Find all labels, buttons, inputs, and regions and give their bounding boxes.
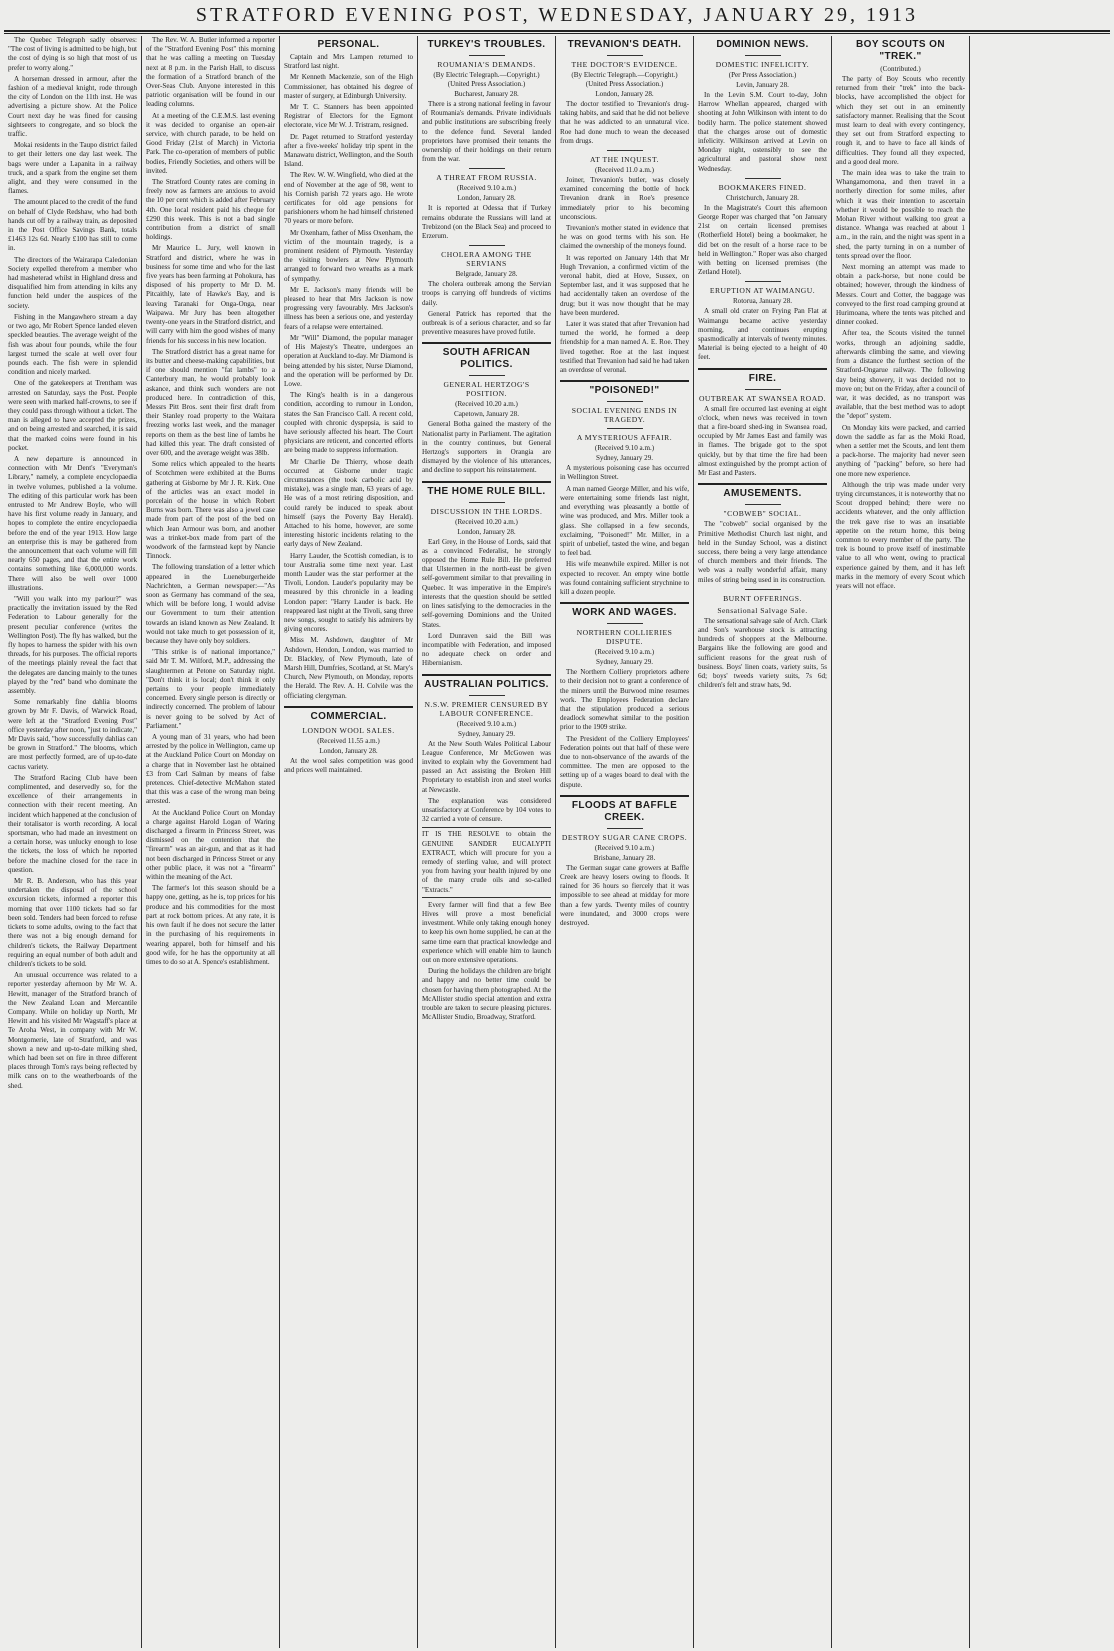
section-heading: COMMERCIAL. (310, 710, 387, 722)
article-paragraph: The following translation of a letter which appeared in the Lueneburgerheide Nachrichten, a German newspaper:—"As soon as Germany has command of the sea, which will be before long, I would advise our Government to turn their attention towards an island known as New Zealand. It would not take much to get possession of it, because they have only boy soldiers. (146, 563, 275, 645)
subheading: Sensational Salvage Sale. (717, 605, 808, 615)
dateline: (Received 9.10 a.m.) (594, 648, 655, 657)
article-paragraph: An unusual occurrence was related to a reporter yesterday afternoon by Mr W. A. Hewitt, manager of the Stratford branch of the New Zealand Loan and Mercantile Company. While on holiday up North, Mr Hewitt and his visited Mr Wagstaff's place at Te Aroha West, in company with Mr W. Montgomerie, late of Stratford, and was shown a new and up-to-date milking shed, which had been set on fire in three different places through Tom's rays being reflected by milk cans on to the weatherboards of the shed. (8, 971, 137, 1090)
dateline: (Received 9.10 a.m.) (594, 444, 655, 453)
column-6 (694, 36, 832, 1648)
dateline: Belgrade, January 28. (455, 270, 518, 279)
section-heading: FIRE. (748, 372, 777, 384)
article-paragraph: Lord Dunraven said the Bill was incompatible with Federation, and imposed no adequate check on order and Hibernianism. (422, 631, 551, 668)
separator-rule (745, 589, 781, 590)
article-paragraph: A small old crater on Frying Pan Flat at Waimangu became active yesterday morning, and continues erupting spasmodically at intervals of twenty minutes. Material is being ejected to a height of 40 feet. (698, 307, 827, 362)
article-paragraph: A young man of 31 years, who had been arrested by the police in Wellington, came up at the Auckland Police Court on Monday on a charge that in November last he obtained £3 from Carl Salman by means of false pretences. Chief-detective McMahon stated that this was a case of the wrong man being arrested. (146, 733, 275, 806)
article-paragraph: The Rev. W. W. Wingfield, who died at the end of November at the age of 98, went to his Cornish parish 72 years ago. He wrote certificates for old age pensions for parishioners whom he had himself christened 70 years or more before. (284, 171, 413, 226)
section-rule (284, 706, 413, 708)
article-paragraph: The Stratford Racing Club have been complimented, and deservedly so, for the excellence of their arrangements in connection with their recent meeting. An incident which happened at the conclusion of their totalisator is worth recording. A local sportsman, who had made an investment on a certain horse, was unlucky enough to lose the tickets, the loss of which he reported before the machine closed for the race in question. (8, 773, 137, 874)
section-rule (560, 602, 689, 604)
article-paragraph: It is reported at Odessa that if Turkey remains obdurate the Russians will land at Trebizond (on the Black Sea) and proceed to Erzerum. (422, 204, 551, 241)
column-1 (4, 36, 142, 1648)
article-paragraph: Captain and Mrs Lampen returned to Stratford last night. (284, 53, 413, 71)
article-paragraph: Joiner, Trevanion's butler, was closely examined concerning the bottle of hock Trevanion drank in Roe's presence immediately prior to his becoming unconscious. (560, 176, 689, 221)
masthead-title: STRATFORD EVENING POST, WEDNESDAY, JANUARY 29, 1913 (195, 4, 919, 26)
article-paragraph: The party of Boy Scouts who recently returned from their "trek" into the back-blocks, have accomplished the object for which they set out in an eminently satisfactory manner. Realising that the Scout must learn to deal with every contingency, they set out from Stratford expecting to rough it, and to have to face all kinds of difficulties. They found all they expected, and a good deal more. (836, 75, 965, 166)
article-paragraph: Mokai residents in the Taupo district failed to get their letters one day last week. The bags were under a Lapanita in a railway truck, and a spark from the engine set them alight, and they were consumed in the flames. (8, 141, 137, 196)
section-rule (560, 795, 689, 797)
article-paragraph: Some remarkably fine dahlia blooms grown by Mr F. Davis, of Warwick Road, were left at the "Stratford Evening Post" office yesterday after noon, "just to indicate," Mr Davis said, "how successfully dahlias can be grown in Stratford." The blooms, which are most perfectly formed, are of up-to-date cactus variety. (8, 698, 137, 771)
article-paragraph: A mysterious poisoning case has occurred in Wellington Street. (560, 464, 689, 482)
dateline: London, January 28. (457, 194, 516, 203)
section-heading: THE HOME RULE BILL. (427, 485, 546, 497)
separator-rule (607, 623, 643, 624)
article-paragraph: Earl Grey, in the House of Lords, said that as a convinced Federalist, he strongly opposed the Home Rule Bill. He preferred that Ulstermen in the north-east be given self-government similar to that prevailing in Quebec. It was imperative in the Empire's interests that the question should be settled on lines satisfying to the democracies in the self-governing Dominions and the United States. (422, 537, 551, 629)
article-paragraph: At the New South Wales Political Labour League Conference, Mr McGowen was invited to explain why the Government had passed an Act assisting the Broken Hill Proprietary to establish iron and steel works at Newcastle. (422, 739, 551, 794)
article-paragraph: The directors of the Wairarapa Caledonian Society expelled therefrom a member who had masheterad whilst in Highland dress and disqualified him from attending in kilts any function held under the auspices of the society. (8, 255, 137, 310)
article-paragraph: A man named George Miller, and his wife, were entertaining some friends last night, and everything was pleasantly a bottle of wine was produced, and Mrs. Miller took a glass. She collapsed in a few seconds, exclaiming, "Poisoned!" Mr. Miller, in a spirit of unbelief, tasted the wine, and began to feel bad. (560, 484, 689, 558)
dateline: (Received 11.55 a.m.) (317, 736, 380, 745)
article-paragraph: Trevanion's mother stated in evidence that he was on good terms with his son. He claimed the ownership of the moneys found. (560, 224, 689, 251)
dateline: Sydney, January 29. (595, 454, 654, 463)
article-paragraph: Mr Kenneth Mackenzie, son of the High Commissioner, has obtained his degree of master of surgery, at Edinburgh University. (284, 73, 413, 100)
separator-rule (607, 150, 643, 151)
subheading: LONDON WOOL SALES. (302, 725, 395, 735)
section-rule (422, 481, 551, 483)
article-paragraph: The sensational salvage sale of Arch. Clark and Son's warehouse stock is attracting hundreds of shoppers at the Melbourne. Bargains like the following are good and sufficient reasons for the great rush of business. Boys' linen coats, variety suits, 5s 6d; boys' tweeds variety suits, 7s 6d; children's felt and straw hats, 9d. (698, 616, 827, 690)
dateline: (Per Press Association.) (728, 71, 797, 79)
dateline: (Received 9.10 a.m.) (456, 719, 517, 728)
article-paragraph: One of the gatekeepers at Trentham was arrested on Saturday, says the Post. People were seen with marked half-crowns, to see if they could pass through without a ticket. The man is alleged to have accepted the prizes, and on being arrested and searched, it is said that the marked coins were found in his pocket. (8, 379, 137, 452)
column-3 (280, 36, 418, 1648)
section-heading: AMUSEMENTS. (723, 488, 802, 500)
section-heading: "POISONED!" (589, 385, 660, 397)
column-4 (418, 36, 556, 1648)
dateline: Capetown, January 28. (453, 410, 519, 419)
dateline: London, January 28. (457, 527, 516, 536)
section-rule (422, 342, 551, 344)
masthead-rule (4, 30, 1110, 32)
dateline: (Received 9.10 a.m.) (594, 843, 655, 852)
section-heading: SOUTH AFRICAN POLITICS. (442, 347, 531, 371)
article-paragraph: Miss M. Ashdown, daughter of Mr Ashdown, Hendon, London, was married to Dr. Blackley, of New Plymouth, late of Marsh Hill, Dumfries, Scotland, at St. Mary's Church, New Plymouth, on Monday, reports the Herald. The Rev. A. H. Colvile was the officiating clergyman. (284, 636, 413, 700)
section-heading: PERSONAL. (317, 39, 380, 50)
article-paragraph: Mr Charlie De Thierry, whose death occurred at Gisborne under tragic circumstances (the took carbolic acid by mistake), was a single man, 63 years of age. He was of a most retiring disposition, and could rarely be induced to speak about himself (says the Poverty Bay Herald). Attached to his home, however, are some interesting historic incidents relating to the early days of New Zealand. (284, 457, 413, 549)
subheading: NORTHERN COLLIERIES DISPUTE. (576, 628, 673, 647)
separator-rule (469, 375, 505, 376)
dateline: (Received 10.20 a.m.) (455, 517, 518, 526)
article-paragraph: The President of the Colliery Employees' Federation points out that half of these were due to non-observance of the awards of the committee. The men are opposed to the setting up of a wages board to deal with the dispute. (560, 734, 689, 789)
separator-rule (745, 389, 781, 390)
separator-rule (607, 428, 643, 429)
separator-rule (469, 168, 505, 169)
dateline: (Received 9.10 a.m.) (456, 184, 517, 193)
article-paragraph: The amount placed to the credit of the fund on behalf of Clyde Redshaw, who had both hands cut off by a railway train, as deposited in the Post Office Savings Bank, totals £1463 12s 6d. Nearly £100 has still to come in. (8, 198, 137, 253)
dateline: (Contributed.) (880, 65, 921, 73)
article-paragraph: The explanation was considered unsatisfactory at Conference by 104 votes to 32 carried a vote of censure. (422, 796, 551, 824)
article-paragraph: Some relics which appealed to the hearts of Scotchmen were exhibited at the Burns gathering at Gisborne by Mr J. R. Kirk. One of the articles was an exact model in porcelain of the house in which Robert Burns was born. There was also a jewel case made from part of the post of the bed on which Jean Armour was born, and another was a trinket-box made from part of the woodwork of the farmstead kept by Nancie Tinnock. (146, 460, 275, 561)
section-heading: BOY SCOUTS ON "TREK." (856, 39, 945, 62)
dateline: Rotorua, January 28. (732, 297, 793, 306)
article-paragraph: The main idea was to take the train to Whangamomona, and then travel in a northerly direction for some miles, after which it was their intention to ascertain whether it would be possible to reach the Mohan River without walking too great a distance. Whanga was reached at about 1 a.m., in the rain, and the night was spent in a shed, the party turning in on a number of tents spread over the floor. (836, 169, 965, 260)
section-heading: FLOODS AT BAFFLE CREEK. (571, 799, 678, 823)
article-paragraph: The Stratford County rates are coming in freely now as farmers are anxious to avoid the 10 per cent which is added after February 4th. One local resident paid his cheque for £290 this week. This is not a bad single contribution from a district of small holdings. (146, 178, 275, 242)
article-paragraph: The King's health is in a dangerous condition, according to rumour in London, states the San Francisco Call. A recent cold, coupled with chronic dyspepsia, is said to have seriously affected his heart. The Court physicians are reticent, and concerted efforts are being made to suppress information. (284, 391, 413, 455)
article-paragraph: Although the trip was made under very trying circumstances, it is noteworthy that no Scout dropped behind; there were no accidents whatever, and the only affliction the trek gave rise to was an insatiable appetite on the return home, this being common to every member of the party. The trek is bound to prove itself of inestimable value to all who went, owing to practical experience gained by them, and it has left marks in the memory of every Scout which years will not efface. (836, 480, 965, 590)
dateline: Bucharest, January 28. (454, 90, 519, 98)
article-paragraph: Mr E. Jackson's many friends will be pleased to hear that Mrs Jackson is now progressing very favourably. Mrs Jackson's illness has been a serious one, and yesterday fears of a relapse were entertained. (284, 285, 413, 331)
article-paragraph: After tea, the Scouts visited the tunnel works, through an adjoining saddle, afterwards climbing the same, and viewing from a distance the furthest section of the Stratford-Ongarue railway. The following day being showery, it was decided not to move on; but on the Friday, after a council of war, it was decided, as no transport was available, that the best method was to adopt the "depot" system. (836, 329, 965, 421)
article-paragraph: "Will you walk into my parlour?" was practically the invitation issued by the Red Federation to Labour generally for the present peculiar conference (writes the Wellington Post). The fly has walked, but the fly hopes to harness the spider with his own threads, for his purposes. The official reports of the meetings plainly reveal the fact that the delegates are dancing mainly to the tunes played by the "red" band who dominate the assembly. (8, 594, 137, 696)
article-paragraph: At a meeting of the C.E.M.S. last evening it was decided to organise an open-air service, with church parade, to be held on Good Friday (21st of March) in Victoria Park. The co-operation of members of public bodies, Friendly Societies, and others will be invited. (146, 111, 275, 175)
subheading: ROUMANIA'S DEMANDS. (437, 60, 536, 69)
article-paragraph: The cholera outbreak among the Servian troops is carrying off hundreds of victims daily. (422, 280, 551, 307)
separator-rule (607, 828, 643, 829)
subheading: CHOLERA AMONG THE SERVIANS (441, 250, 532, 269)
subheading: DISCUSSION IN THE LORDS. (430, 506, 543, 516)
article-paragraph: The doctor testified to Trevanion's drug-taking habits, and said that he did not believe that he was addicted to an unnatural vice. Roe had done much to wean the deceased from drugs. (560, 100, 689, 145)
subheading: DESTROY SUGAR CANE CROPS. (561, 832, 688, 842)
subheading: BURNT OFFERINGS. (723, 593, 802, 603)
article-paragraph: Mr Maurice L. Jury, well known in Stratford and district, where he was in business for some time and who for the last five years has been farming at Pohokura, has disposed of his property to Mr D. M. Pitcaithly, late of Hawke's Bay, and is leaving Taranaki for Onga-Onga, near Waipawa. Mr Jury has been altogether twenty-one years in the Stratford district, and will carry with him the good wishes of many friends for his success in his new location. (146, 244, 275, 345)
dateline: Sydney, January 29. (457, 729, 516, 738)
article-paragraph: Fishing in the Mangawhero stream a day or two ago, Mr Robert Spence landed eleven speckled beauties. The average weight of the fish was about four pounds, while the four largest turned the scale at well over four pounds each. The fish were in splendid condition and nicely marked. (8, 312, 137, 377)
section-rule (422, 674, 551, 676)
column-5 (556, 36, 694, 1648)
article-paragraph: The Rev. W. A. Butler informed a reporter of the "Stratford Evening Post" this morning that he was calling a meeting on Tuesday next at 8 p.m. in the Parish Hall, to discuss the formation of a Stratford branch of the Over-Seas Club. Anyone interested in this patriotic organisation will be found in our leading columns. (146, 36, 275, 109)
article-paragraph: The "cobweb" social organised by the Primitive Methodist Church last night, and held in the Sunday School, was a distinct success, there being a very large attendance of church members and their friends. The web was a really wonderful affair, many miles of string being used in its construction. (698, 520, 827, 584)
article-paragraph: In the Magistrate's Court this afternoon George Roper was charged that "on January 21st on certain licensed premises (Rotherfield Hotel) being a bookmaker, he did bet on the result of a horse race to be held in Wellington." Roper was also charged with betting on licensed premises (the Zetland Hotel). (698, 203, 827, 277)
article-paragraph: At the Auckland Police Court on Monday a charge against Harold Logan of Waring discharged a firearm in Princess Street, was dismissed on the contention that the "firearm" was an air-gun, and that as it had not been discharged in Princess Street or any other public place, it was not a "firearm" within the meaning of the Act. (146, 808, 275, 882)
article-paragraph: The farmer's lot this season should be a happy one, getting, as he is, top prices for his produce and his commodities for the most part at rock bottom prices. At any rate, it is his own fault if he does not secure the latter in the purchasing of his requirements in wearing apparel, both for himself and his good wife, for he has the opportunity at all times to do so at A. Spence's establishment. (146, 884, 275, 966)
section-heading: AUSTRALIAN POLITICS. (424, 678, 549, 690)
article-paragraph: The Quebec Telegraph sadly observes: "The cost of living is admitted to be high, but the cost of dying is so high that most of us prefer to worry along." (8, 36, 137, 72)
article-paragraph: On Monday kits were packed, and carried down the saddle as far as the Moki Road, when a settler met the Scouts, and lent them a pack-horse. The majority had never seen anything of "packing" before, so here had one more new experience. (836, 423, 965, 478)
article-paragraph: The German sugar cane growers at Baffle Creek are heavy losers owing to floods. It rained for 36 hours so fiercely that it was impossible to see ahead at midday for more than a few yards. Twenty miles of country were inundated, and 3000 crops were destroyed. (560, 863, 689, 927)
separator-rule (607, 55, 643, 56)
article-paragraph: In the Levin S.M. Court to-day, John Harrow Whellan appeared, charged with shooting at John Wilkinson with intent to do bodily harm. The police statement showed that the charges arose out of domestic infelicity. Wilkinson arrived at Levin on Monday night, ostensibly to see the agricultural and pastoral show next Wednesday. (698, 91, 827, 173)
dateline: (Received 10.20 a.m.) (455, 400, 518, 409)
subheading: BOOKMAKERS FINED. (718, 182, 807, 192)
article-paragraph: Harry Lauder, the Scottish comedian, is to tour Australia some time next year. Last month Lauder was the star performer at the Tivoli, London. Lauder's popularity may be measured by this chronicle in a leading London paper: "Harry Lauder is back. He reappeared last night at the Tivoli, sang three new songs, sought to satisfy his admirers by giving encores. (284, 551, 413, 634)
columns-container (4, 36, 1110, 1648)
article-paragraph: A horseman dressed in armour, after the fashion of a medieval knight, rode through the city of London on the 11th inst. He was advertising a picture show. At the Police Court next day he was fined for causing sightseers to congregate, and so block the traffic. (8, 74, 137, 139)
subheading: THE DOCTOR'S EVIDENCE. (571, 60, 678, 69)
dateline: Christchurch, January 28. (726, 193, 799, 202)
article-paragraph: At the wool sales competition was good and prices well maintained. (284, 756, 413, 775)
article-paragraph: General Patrick has reported that the outbreak is of a serious character, and so far preventive measures have proved futile. (422, 309, 551, 337)
separator-rule (607, 401, 643, 402)
article-paragraph: Mr T. C. Stanners has been appointed Registrar of Electors for the Egmont electorate, vice Mr W. J. Tristram, resigned. (284, 103, 413, 130)
separator-rule (469, 695, 505, 696)
article-paragraph: It was reported on January 14th that Mr Hugh Trevanion, a confirmed victim of the veronal habit, died at Hove, Sussex, on September last, and it was supposed that he had accidentally taken an overdose of the drug; but it was now thought that he may have been murdered. (560, 253, 689, 317)
separator-rule (745, 55, 781, 56)
article-paragraph: Later it was stated that after Trevanion had turned the world, he formed a deep friendship for a man named A. E. Roe. They lived together. Roe at the last inquest testified that Trevanion had said he had taken an overdose of veronal. (560, 320, 689, 375)
subheading: SOCIAL EVENING ENDS IN TRAGEDY. (571, 406, 678, 425)
article-paragraph: The Stratford district has a great name for its butter and cheese-making capabilities, but if one should mention "fat lambs" to a Canterbury man, he would probably look askance, and think such wonders are not produced here. In contradiction of this, Messrs Pitt Bros. sent their first draft from their Stanley road property to the Waitara freezing works last week, and the manager reports on them as the best line of lambs he had killed this year. The draft consisted of over 600, and the average weight was 38lb. (146, 347, 275, 457)
dateline: London, January 28. (319, 746, 378, 755)
section-heading: WORK AND WAGES. (572, 607, 677, 619)
separator-rule (745, 178, 781, 179)
subheading: A MYSTERIOUS AFFAIR. (576, 433, 673, 443)
column-2 (142, 36, 280, 1648)
article-paragraph: Mr R. B. Anderson, who has this year undertaken the disposal of the school excursion tickets, informed a reporter this morning that over 1100 tickets had so far been sold. Tenders had been forced to refuse tickets to some adults, owing to the fact that there was not a big enough demand for children's tickets, the Railway Department requiring an equal number of both adult and children's tickets to be sold. (8, 877, 137, 968)
article-paragraph: Every farmer will find that a few Bee Hives will prove a most beneficial investment. While only taking enough honey to keep his own home supplied, he can at the same time earn that practical knowledge and experience which will enable him to launch out on more extensive operations. (422, 900, 551, 964)
subheading: AT THE INQUEST. (590, 155, 659, 165)
article-paragraph: The Northern Colliery proprietors adhere to their decision not to grant a conference of the miners until the Burwood mine resumes work. The Employees Federation declare that the stipulation produced a serious deadlock somewhat similar to the position prior to the 1909 strike. (560, 668, 689, 732)
article-paragraph: Dr. Paget returned to Stratford yesterday after a five-weeks' holiday trip spent in the Manawatu district, Wellington, and the South Island. (284, 132, 413, 169)
dateline: (Received 11.0 a.m.) (594, 166, 655, 175)
section-rule (698, 368, 827, 370)
subheading: N.S.W. PREMIER CENSURED BY LABOUR CONFERENCE. (424, 699, 549, 718)
dateline: Sydney, January 29. (595, 658, 654, 667)
article-paragraph: General Botha gained the mastery of the Nationalist party in Parliament. The agitation in the country continues, but General Hertzog's supporters in Orangia are dismayed by the violence of his utterances, and decline to support his reinstatement. (422, 420, 551, 475)
article-paragraph: A new departure is announced in connection with Mr Dent's "Everyman's Library," namely, a complete encyclopaedia in twelve volumes, published a la volume. The editing of this particular work has been entrusted to Mr Andrew Boyle, who will have his first volume ready in January, and hopes to complete the entire encyclopaedia before the end of the year 1913. How large an enterprise this is may be gathered from the announcement that each volume will fill nearly 650 pages, and that the entire work contains something like 6,000,000 words. There will also be well over 1000 illustrations. (8, 454, 137, 592)
masthead-rule-thin (4, 33, 1110, 34)
article-paragraph: "This strike is of national importance," said Mr T. M. Wilford, M.P., addressing the slaughtermen at Petone on Saturday night. "Don't think it is local; don't think it only pertains to your people immediately concerned. Every single person is directly or indirectly concerned. The problem of labour is never going to be solved by Act of Parliament." (146, 648, 275, 730)
advertisement: IT IS THE RESOLVE to obtain the GENUINE SANDER EUCALYPTI EXTRACT, which will procure for you a remedy of sterling value, and will protect you from having your health injured by one of the many crude oils and so-called "Extracts." (422, 827, 551, 897)
subheading: ERUPTION AT WAIMANGU. (709, 286, 816, 296)
section-rule (698, 483, 827, 485)
dateline: (By Electric Telegraph.—Copyright.) (United Press Association.) (433, 71, 540, 88)
dateline: Brisbane, January 28. (593, 853, 656, 862)
subheading: A THREAT FROM RUSSIA. (436, 173, 537, 183)
article-paragraph: Mr "Will" Diamond, the popular manager of His Majesty's Theatre, undergoes an operation at Auckland to-day. Mr Diamond is being attended by his sister, Nurse Diamond, and the operation will be performed by Dr. Lowe. (284, 333, 413, 388)
dateline: (By Electric Telegraph.—Copyright.) (United Press Association.) (571, 71, 678, 88)
dateline: Levin, January 28. (736, 81, 789, 89)
column-8 (970, 36, 1108, 1648)
article-paragraph: Next morning an attempt was made to obtain a pack-horse, but none could be obtained; however, through the kindness of Messrs. Court and Cotter, the baggage was conveyed to the first road camping ground at Hurimoana, where the tents was pitched and dinner cooked. (836, 263, 965, 327)
section-rule (560, 380, 689, 382)
separator-rule (469, 502, 505, 503)
subheading: "COBWEB" SOCIAL. (723, 509, 802, 519)
article-paragraph: A small fire occurred last evening at eight o'clock, when news was received in town that a fire-board shed-ing in Swansea road, occupied by Mr James East and family was in flames. The brigade got to the spot quickly, but by that time the fire had been almost extinguished by the prompt action of Mr East and Pasters. (698, 404, 827, 478)
separator-rule (469, 55, 505, 56)
separator-rule (469, 245, 505, 246)
subheading: DOMESTIC INFELICITY. (715, 60, 810, 69)
dateline: London, January 28. (595, 90, 654, 98)
column-7 (832, 36, 970, 1648)
article-paragraph: Mr Oxenham, father of Miss Oxenham, the victim of the mountain tragedy, is a prominent resident of Plymouth. Yesterday the visiting bowlers at New Plymouth arranged to forward two wreaths as a mark of sympathy. (284, 228, 413, 283)
section-heading: TURKEY'S TROUBLES. (427, 39, 546, 50)
section-heading: TREVANION'S DEATH. (567, 39, 682, 50)
separator-rule (745, 504, 781, 505)
article-paragraph: There is a strong national feeling in favour of Roumania's demands. Private individuals and public institutions are subscribing freely to the defence fund. Several landed proprietors have promised their tenants the ownership of their holdings on their return from the war. (422, 100, 551, 164)
subheading: OUTBREAK AT SWANSEA ROAD. (698, 393, 827, 403)
separator-rule (745, 281, 781, 282)
article-paragraph: During the holidays the children are bright and happy and no better time could be chosen for having them photographed. At the McAllister studio special attention and extra trouble are taken to secure pleasing pictures. McAllister Studio, Broadway, Stratford. (422, 967, 551, 1022)
subheading: GENERAL HERTZOG'S POSITION. (443, 380, 530, 399)
section-heading: DOMINION NEWS. (716, 39, 809, 50)
article-paragraph: His wife meanwhile expired. Miller is not expected to recover. An empty wine bottle was found containing sufficient strychnine to kill a dozen people. (560, 560, 689, 596)
